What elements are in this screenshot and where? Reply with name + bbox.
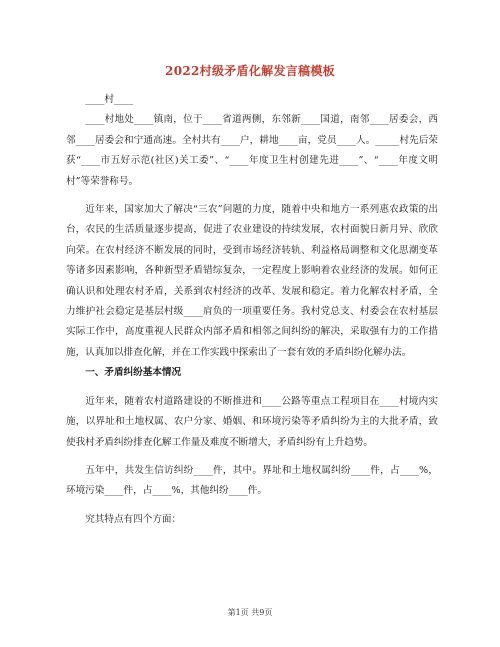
section-heading: 一、矛盾纠纷基本情况: [85, 367, 182, 379]
paragraph-situation: 近年来，随着农村道路建设的不断推进和____公路等重点工程项目在____村境内实施，以界址和土地权属、农户分家、婚姻、和环境污染等矛盾纠纷为主的大批矛盾，致使我村矛盾纠纷排查化解工作量及难度不断增大，矛盾纠纷有上升趋势。: [66, 395, 438, 448]
document-title: 2022村级矛盾化解发言稿模板: [165, 64, 335, 78]
paragraph-village-name: ____村____: [85, 94, 134, 105]
paragraph-village-overview: ____村地处____镇南，位于____省道两侧，东邻新____国道，南邻____居委会，西邻____居委会和宁通高速。全村共有____户，耕地____亩，党员____人。_____村先后荣获“____市五好示范(社区)关工委”、“____年度卫生村创建先进____”、“____年度文明村”等荣誉称号。: [66, 114, 438, 187]
paragraph-background: 近年来，国家加大了解决“三农”问题的力度，随着中央和地方一系列惠农政策的出台，农民的生活质量逐步提高，促进了农业建设的持续发展，农村面貌日新月异、欣欣向荣。在农村经济不断发展的同时，受到市场经济转轨、利益格局调整和文化思潮变革等诸多因素影响，各种新型矛盾错综复杂，一定程度上影响着农业经济的发展。如何正确认识和处理农村矛盾，关系到农村经济的改革、发展和稳定。着力化解农村矛盾，全力维护社会稳定是基层村级____肩负的一项重要任务。我村党总支、村委会在农村基层实际工作中，高度重视人民群众内部矛盾和相邻之间纠纷的解决，采取强有力的工作措施，认真加以排查化解，并在工作实践中探索出了一套有效的矛盾纠纷化解办法。: [66, 204, 438, 358]
document-body: [66, 90, 438, 530]
page-number: 第1页 共9页: [227, 608, 273, 617]
paragraph-features-intro: 究其特点有四个方面：: [85, 513, 182, 525]
paragraph-statistics: 五年中，共发生信访纠纷____件，其中。界址和土地权属纠纷____件，占____%，环境污染____件，占____%，其他纠纷____件。: [66, 464, 438, 497]
